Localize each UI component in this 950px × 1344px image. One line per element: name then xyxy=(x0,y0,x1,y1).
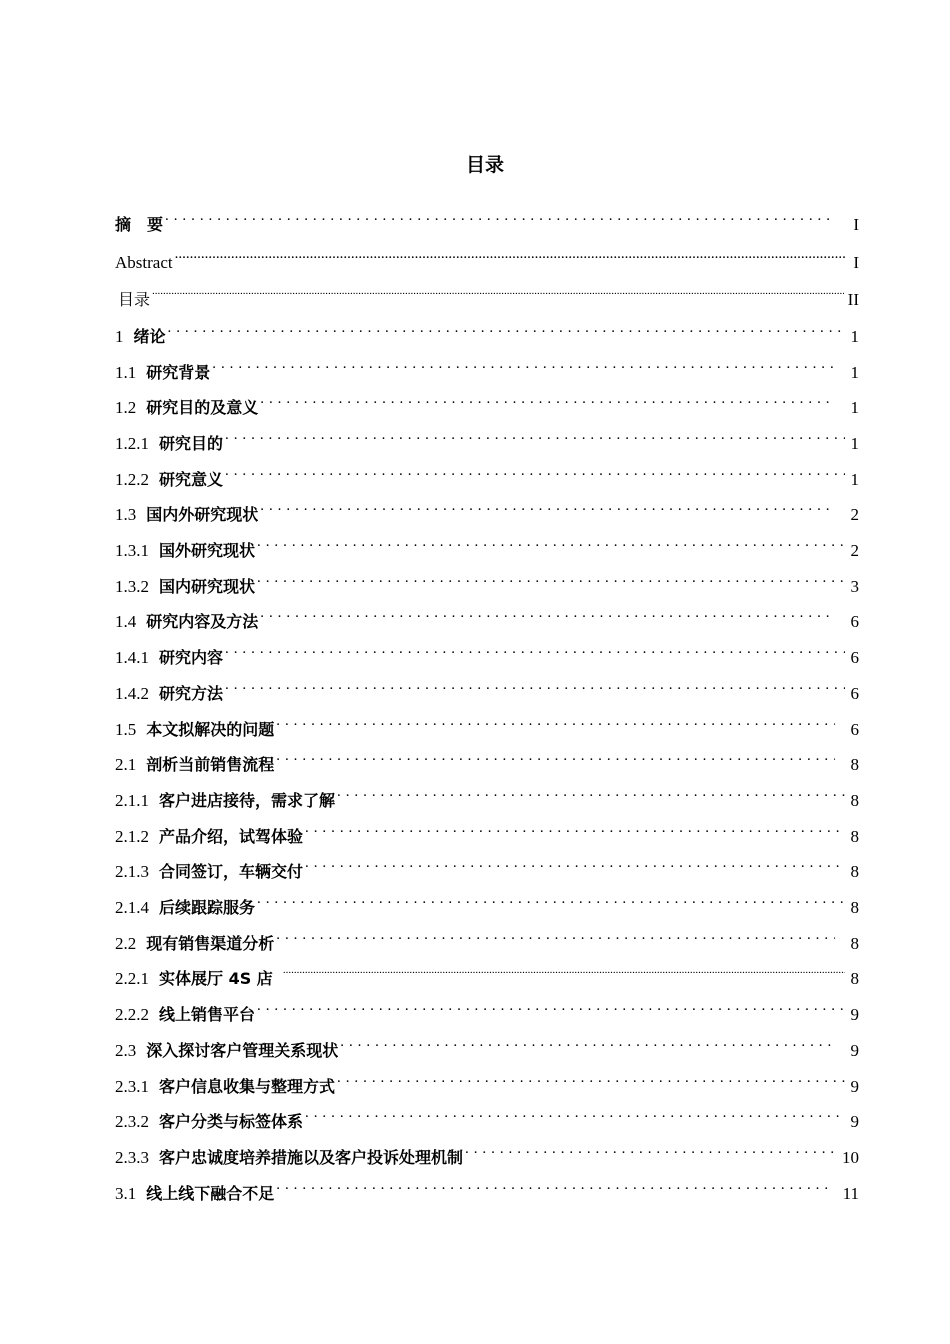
dot-leader xyxy=(225,457,845,485)
toc-entry-label: 客户信息收集与整理方式 xyxy=(159,1077,336,1096)
toc-entry-number: 3.1 xyxy=(115,1184,137,1203)
toc-entry-label: 实体展厅 4S 店 xyxy=(159,969,273,988)
toc-entry-label: 目录 xyxy=(118,290,151,309)
toc-entry-number: 1.1 xyxy=(115,363,137,382)
toc-entry-number: 1.3.2 xyxy=(115,577,149,596)
toc-entry-number: 1.2.1 xyxy=(115,434,149,453)
dot-leader xyxy=(260,599,835,627)
dot-leader xyxy=(225,421,845,449)
dot-leader xyxy=(165,202,835,230)
dot-leader xyxy=(168,314,845,342)
toc-entry-number: 1.2 xyxy=(115,398,137,417)
toc-entry-1-3-1[interactable] xyxy=(115,528,859,560)
toc-entry-label: 本文拟解决的问题 xyxy=(146,720,275,739)
toc-entry-label: 绪论 xyxy=(133,327,166,346)
dot-leader xyxy=(257,528,845,556)
toc-entry-label: 研究意义 xyxy=(159,470,224,489)
toc-entry-label: 现有销售渠道分析 xyxy=(146,934,275,953)
toc-entry-page: 8 xyxy=(850,862,859,881)
toc-entry-2-3[interactable] xyxy=(115,1028,859,1060)
toc-title: 目录 xyxy=(465,154,504,176)
toc-entry-abstract-en[interactable] xyxy=(115,240,859,272)
toc-entry-1-4[interactable] xyxy=(115,599,859,631)
toc-entry-page: II xyxy=(847,290,859,309)
dot-leader xyxy=(305,1099,845,1127)
toc-entry-page: 6 xyxy=(850,648,859,667)
toc-entry-page: 1 xyxy=(850,398,859,417)
dot-leader xyxy=(260,385,835,413)
toc-entry-label: 研究目的 xyxy=(159,434,224,453)
toc-entry-label: 剖析当前销售流程 xyxy=(146,755,275,774)
toc-entry-abstract-cn[interactable] xyxy=(115,202,859,234)
toc-entry-label: 客户进店接待，需求了解 xyxy=(159,791,336,810)
toc-entry-2-1-1[interactable] xyxy=(115,778,859,810)
toc-entry-number: 2.2.2 xyxy=(115,1005,149,1024)
toc-entry-number: 1.3 xyxy=(115,505,137,524)
dot-leader xyxy=(340,1028,835,1056)
toc-entry-1-3-2[interactable] xyxy=(115,564,859,596)
toc-entry-label: 研究背景 xyxy=(146,363,211,382)
toc-entry-2-3-1[interactable] xyxy=(115,1064,859,1096)
toc-entry-page: 2 xyxy=(850,505,859,524)
toc-entry-2-2-2[interactable] xyxy=(115,992,859,1024)
toc-entry-page: 6 xyxy=(850,720,859,739)
toc-entry-page: 2 xyxy=(850,541,859,560)
toc-entry-page: 3 xyxy=(850,577,859,596)
dot-leader xyxy=(257,885,845,913)
toc-entry-label: Abstract xyxy=(115,253,173,272)
toc-entry-label: 研究内容及方法 xyxy=(146,612,259,631)
toc-entry-page: 9 xyxy=(850,1041,859,1060)
toc-entry-label: 摘 要 xyxy=(115,215,164,234)
dot-leader xyxy=(212,350,835,378)
dot-leader xyxy=(260,492,835,520)
toc-entry-page: 8 xyxy=(850,791,859,810)
dot-leader xyxy=(276,1171,830,1199)
toc-entry-label: 客户分类与标签体系 xyxy=(159,1112,304,1131)
dot-leader xyxy=(305,849,845,877)
toc-entry-3-1[interactable] xyxy=(115,1171,859,1203)
toc-entry-1-2-2[interactable] xyxy=(115,457,859,489)
toc-entry-page: 9 xyxy=(850,1077,859,1096)
toc-entry-page: I xyxy=(853,253,859,272)
dot-leader xyxy=(225,635,845,663)
toc-entry-label: 线上销售平台 xyxy=(159,1005,256,1024)
toc-entry-number: 2.2.1 xyxy=(115,969,149,988)
toc-entry-label: 线上线下融合不足 xyxy=(146,1184,275,1203)
dot-leader xyxy=(276,921,835,949)
toc-entry-2-1[interactable] xyxy=(115,742,859,774)
toc-entry-page: 1 xyxy=(850,327,859,346)
toc-entry-number: 2.1.2 xyxy=(115,827,149,846)
toc-entry-label: 产品介绍，试驾体验 xyxy=(159,827,304,846)
toc-entry-1-3[interactable] xyxy=(115,492,859,524)
toc-entry-2-3-3[interactable] xyxy=(115,1135,859,1167)
toc-entry-number: 1.3.1 xyxy=(115,541,149,560)
toc-entry-1-1[interactable] xyxy=(115,350,859,382)
toc-entry-1-4-2[interactable] xyxy=(115,671,859,703)
toc-entry-page: 11 xyxy=(842,1184,859,1203)
toc-entry-page: I xyxy=(853,215,859,234)
toc-entry-page: 9 xyxy=(850,1005,859,1024)
toc-entry-number: 2.3.3 xyxy=(115,1148,149,1167)
toc-entry-page: 6 xyxy=(850,684,859,703)
toc-entry-number: 2.3.2 xyxy=(115,1112,149,1131)
toc-entry-1-5[interactable] xyxy=(115,707,859,739)
dot-leader xyxy=(276,707,835,735)
toc-entry-number: 1.4 xyxy=(115,612,137,631)
dot-leader xyxy=(257,992,845,1020)
dot-leader xyxy=(337,778,845,806)
toc-entry-number: 1 xyxy=(115,327,124,346)
toc-entry-label: 后续跟踪服务 xyxy=(159,898,256,917)
toc-entry-1-2[interactable] xyxy=(115,385,859,417)
toc-entry-2-2-1[interactable] xyxy=(115,956,859,988)
toc-entry-page: 1 xyxy=(850,363,859,382)
toc-entry-label: 国外研究现状 xyxy=(159,541,256,560)
toc-entry-page: 8 xyxy=(850,755,859,774)
dot-leader xyxy=(225,671,845,699)
toc-entry-page: 10 xyxy=(842,1148,859,1167)
toc-entry-number: 1.4.2 xyxy=(115,684,149,703)
toc-entry-page: 9 xyxy=(850,1112,859,1131)
toc-entry-number: 1.5 xyxy=(115,720,137,739)
toc-entry-contents[interactable] xyxy=(118,277,859,309)
toc-entry-number: 2.1.3 xyxy=(115,862,149,881)
toc-entry-number: 2.1 xyxy=(115,755,137,774)
dot-leader xyxy=(283,956,845,984)
toc-entry-label: 深入探讨客户管理关系现状 xyxy=(146,1041,339,1060)
toc-entry-page: 1 xyxy=(850,470,859,489)
toc-entry-page: 8 xyxy=(850,827,859,846)
toc-entry-page: 8 xyxy=(850,898,859,917)
dot-leader xyxy=(152,277,844,305)
toc-entry-number: 2.1.4 xyxy=(115,898,149,917)
toc-entry-number: 2.2 xyxy=(115,934,137,953)
toc-entry-page: 8 xyxy=(850,969,859,988)
toc-entry-label: 合同签订，车辆交付 xyxy=(159,862,304,881)
toc-entry-label: 研究内容 xyxy=(159,648,224,667)
toc-entry-label: 国内外研究现状 xyxy=(146,505,259,524)
toc-entry-2-1-3[interactable] xyxy=(115,849,859,881)
toc-entry-number: 1.4.1 xyxy=(115,648,149,667)
toc-entry-1[interactable] xyxy=(115,314,859,346)
toc-entry-number: 1.2.2 xyxy=(115,470,149,489)
dot-leader xyxy=(465,1135,838,1163)
toc-entry-1-2-1[interactable] xyxy=(115,421,859,453)
toc-entry-number: 2.1.1 xyxy=(115,791,149,810)
toc-entry-label: 研究方法 xyxy=(159,684,224,703)
toc-entry-label: 客户忠诚度培养措施以及客户投诉处理机制 xyxy=(159,1148,464,1167)
dot-leader xyxy=(305,814,845,842)
toc-entry-page: 6 xyxy=(850,612,859,631)
toc-entry-page: 8 xyxy=(850,934,859,953)
toc-entry-page: 1 xyxy=(850,434,859,453)
toc-entry-2-3-2[interactable] xyxy=(115,1099,859,1131)
toc-entry-1-4-1[interactable] xyxy=(115,635,859,667)
toc-entry-label: 国内研究现状 xyxy=(159,577,256,596)
dot-leader xyxy=(175,240,845,268)
toc-entry-2-1-2[interactable] xyxy=(115,814,859,846)
dot-leader xyxy=(337,1064,845,1092)
dot-leader xyxy=(276,742,835,770)
toc-entry-number: 2.3 xyxy=(115,1041,137,1060)
toc-entry-number: 2.3.1 xyxy=(115,1077,149,1096)
toc-entry-label: 研究目的及意义 xyxy=(146,398,259,417)
toc-entry-2-2[interactable] xyxy=(115,921,859,953)
dot-leader xyxy=(257,564,845,592)
toc-entry-2-1-4[interactable] xyxy=(115,885,859,917)
